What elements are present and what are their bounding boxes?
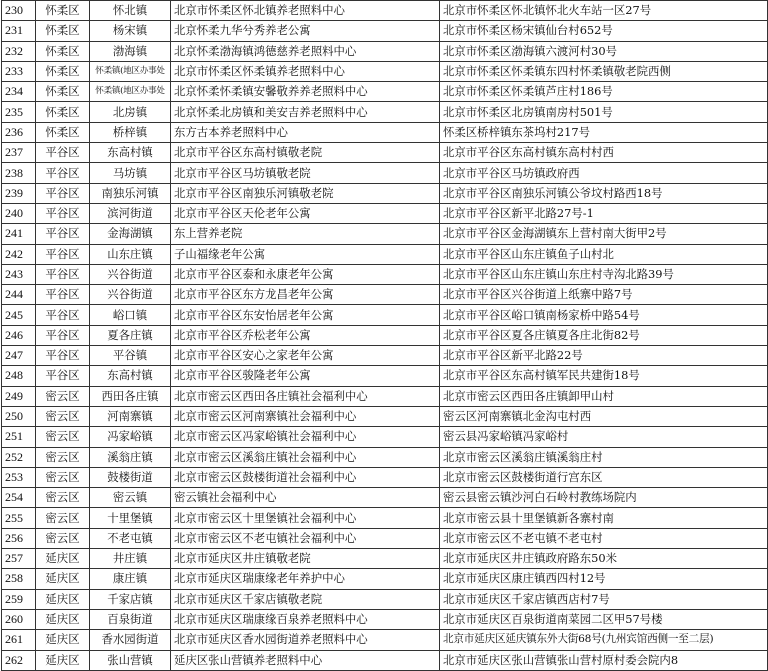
district-cell: 平谷区: [36, 183, 90, 203]
row-number: 241: [2, 224, 36, 244]
district-cell: 延庆区: [36, 569, 90, 589]
row-number: 258: [2, 569, 36, 589]
town-cell: 平谷镇: [90, 346, 171, 366]
institution-name-cell: 北京怀柔怀柔镇安馨敬养养老照料中心: [171, 82, 440, 102]
institution-name-cell: 北京市延庆区瑞康缘百泉养老照料中心: [171, 609, 440, 629]
district-cell: 怀柔区: [36, 1, 90, 21]
district-cell: 怀柔区: [36, 82, 90, 102]
address-cell: 北京市平谷区东高村镇军民共建街18号: [440, 366, 768, 386]
row-number: 247: [2, 346, 36, 366]
row-number: 242: [2, 244, 36, 264]
table-body: [2, 1, 768, 671]
institution-name-cell: 北京市平谷区东安怡居老年公寓: [171, 305, 440, 325]
district-cell: 密云区: [36, 386, 90, 406]
district-cell: 怀柔区: [36, 61, 90, 81]
institution-name-cell: 北京市密云区河南寨镇社会福利中心: [171, 406, 440, 426]
town-cell: 西田各庄镇: [90, 386, 171, 406]
institution-name-cell: 北京市密云区西田各庄镇社会福利中心: [171, 386, 440, 406]
table-row: [2, 406, 768, 426]
district-cell: 平谷区: [36, 366, 90, 386]
town-cell: 怀柔镇(地区办事处: [90, 61, 171, 81]
district-cell: 密云区: [36, 447, 90, 467]
row-number: 246: [2, 325, 36, 345]
institution-name-cell: 北京市平谷区骏隆老年公寓: [171, 366, 440, 386]
institution-name-cell: 北京市延庆区瑞康缘老年养护中心: [171, 569, 440, 589]
table-row: [2, 630, 768, 650]
table-row: [2, 102, 768, 122]
table-row: [2, 264, 768, 284]
row-number: 244: [2, 285, 36, 305]
town-cell: 桥梓镇: [90, 122, 171, 142]
table-row: [2, 1, 768, 21]
nursing-home-table: [1, 0, 768, 671]
district-cell: 平谷区: [36, 285, 90, 305]
table-row: [2, 41, 768, 61]
address-cell: 北京市密云县十里堡镇新各寨村南: [440, 508, 768, 528]
town-cell: 不老屯镇: [90, 528, 171, 548]
institution-name-cell: 东方古本养老照料中心: [171, 122, 440, 142]
institution-name-cell: 北京市密云区十里堡镇社会福利中心: [171, 508, 440, 528]
address-cell: 北京市延庆区百泉街道南菜园二区甲57号楼: [440, 609, 768, 629]
district-cell: 平谷区: [36, 305, 90, 325]
town-cell: 南独乐河镇: [90, 183, 171, 203]
row-number: 249: [2, 386, 36, 406]
town-cell: 密云镇: [90, 488, 171, 508]
institution-name-cell: 子山福缘老年公寓: [171, 244, 440, 264]
town-cell: 香水园街道: [90, 630, 171, 650]
table-row: [2, 346, 768, 366]
row-number: 234: [2, 82, 36, 102]
table-row: [2, 366, 768, 386]
address-cell: 北京市怀柔区怀柔镇东四村怀柔镇敬老院西侧: [440, 61, 768, 81]
row-number: 260: [2, 609, 36, 629]
district-cell: 延庆区: [36, 609, 90, 629]
table-row: [2, 427, 768, 447]
district-cell: 平谷区: [36, 264, 90, 284]
town-cell: 马坊镇: [90, 163, 171, 183]
town-cell: 北房镇: [90, 102, 171, 122]
table-row: [2, 203, 768, 223]
district-cell: 平谷区: [36, 203, 90, 223]
address-cell: 北京市平谷区新平北路27号-1: [440, 203, 768, 223]
district-cell: 密云区: [36, 427, 90, 447]
row-number: 257: [2, 549, 36, 569]
address-cell: 北京市延庆区延庆镇东外大街68号(九州宾馆西侧一至二层): [440, 630, 768, 650]
district-cell: 延庆区: [36, 650, 90, 670]
town-cell: 井庄镇: [90, 549, 171, 569]
address-cell: 北京市平谷区峪口镇南杨家桥中路54号: [440, 305, 768, 325]
institution-name-cell: 北京市平谷区南独乐河镇敬老院: [171, 183, 440, 203]
town-cell: 滨河街道: [90, 203, 171, 223]
town-cell: 怀柔镇(地区办事处: [90, 82, 171, 102]
district-cell: 延庆区: [36, 589, 90, 609]
district-cell: 密云区: [36, 508, 90, 528]
institution-name-cell: 东上营养老院: [171, 224, 440, 244]
institution-name-cell: 北京市密云区冯家峪镇社会福利中心: [171, 427, 440, 447]
district-cell: 怀柔区: [36, 41, 90, 61]
address-cell: 北京市平谷区马坊镇政府西: [440, 163, 768, 183]
town-cell: 十里堡镇: [90, 508, 171, 528]
town-cell: 东高村镇: [90, 143, 171, 163]
address-cell: 北京市平谷区东高村镇东高村村西: [440, 143, 768, 163]
institution-name-cell: 北京市平谷区泰和永康老年公寓: [171, 264, 440, 284]
table-row: [2, 569, 768, 589]
town-cell: 兴谷街道: [90, 264, 171, 284]
town-cell: 峪口镇: [90, 305, 171, 325]
table-row: [2, 21, 768, 41]
district-cell: 怀柔区: [36, 122, 90, 142]
table-row: [2, 447, 768, 467]
address-cell: 密云县冯家峪镇冯家峪村: [440, 427, 768, 447]
institution-name-cell: 北京怀柔渤海镇鸿德慈养老照料中心: [171, 41, 440, 61]
table-row: [2, 609, 768, 629]
table-row: [2, 285, 768, 305]
address-cell: 北京市延庆区康庄镇西四村12号: [440, 569, 768, 589]
row-number: 245: [2, 305, 36, 325]
address-cell: 北京市延庆区千家店镇西店村7号: [440, 589, 768, 609]
address-cell: 怀柔区桥梓镇东茶坞村217号: [440, 122, 768, 142]
table-row: [2, 244, 768, 264]
district-cell: 平谷区: [36, 325, 90, 345]
institution-name-cell: 北京市平谷区东方龙昌老年公寓: [171, 285, 440, 305]
town-cell: 夏各庄镇: [90, 325, 171, 345]
row-number: 261: [2, 630, 36, 650]
town-cell: 山东庄镇: [90, 244, 171, 264]
address-cell: 北京市延庆区井庄镇政府路东50米: [440, 549, 768, 569]
institution-name-cell: 北京市平谷区天伦老年公寓: [171, 203, 440, 223]
row-number: 256: [2, 528, 36, 548]
town-cell: 渤海镇: [90, 41, 171, 61]
address-cell: 北京市怀柔区渤海镇六渡河村30号: [440, 41, 768, 61]
address-cell: 北京市密云区西田各庄镇卸甲山村: [440, 386, 768, 406]
address-cell: 北京市密云区鼓楼街道行宫东区: [440, 467, 768, 487]
address-cell: 密云县密云镇沙河白石岭村教练场院内: [440, 488, 768, 508]
district-cell: 平谷区: [36, 346, 90, 366]
institution-name-cell: 北京市延庆区香水园街道养老照料中心: [171, 630, 440, 650]
institution-name-cell: 北京市密云区溪翁庄镇社会福利中心: [171, 447, 440, 467]
institution-name-cell: 北京怀柔九华兮秀养老公寓: [171, 21, 440, 41]
district-cell: 平谷区: [36, 244, 90, 264]
address-cell: 北京市平谷区新平北路22号: [440, 346, 768, 366]
table-row: [2, 143, 768, 163]
address-cell: 北京市怀柔区杨宋镇仙台村652号: [440, 21, 768, 41]
district-cell: 密云区: [36, 488, 90, 508]
table-row: [2, 122, 768, 142]
district-cell: 密云区: [36, 528, 90, 548]
town-cell: 兴谷街道: [90, 285, 171, 305]
institution-name-cell: 北京市延庆区千家店镇敬老院: [171, 589, 440, 609]
address-cell: 北京市平谷区山东庄镇山东庄村寺沟北路39号: [440, 264, 768, 284]
table-row: [2, 549, 768, 569]
row-number: 237: [2, 143, 36, 163]
district-cell: 延庆区: [36, 630, 90, 650]
institution-name-cell: 北京市密云区鼓楼街道社会福利中心: [171, 467, 440, 487]
table-row: [2, 528, 768, 548]
town-cell: 河南寨镇: [90, 406, 171, 426]
row-number: 233: [2, 61, 36, 81]
district-cell: 平谷区: [36, 163, 90, 183]
table-row: [2, 163, 768, 183]
address-cell: 北京市平谷区兴谷街道上纸寨中路7号: [440, 285, 768, 305]
address-cell: 北京市怀柔区北房镇南房村501号: [440, 102, 768, 122]
table-row: [2, 508, 768, 528]
table-row: [2, 305, 768, 325]
table-row: [2, 183, 768, 203]
table-row: [2, 82, 768, 102]
row-number: 238: [2, 163, 36, 183]
district-cell: 怀柔区: [36, 21, 90, 41]
row-number: 230: [2, 1, 36, 21]
town-cell: 东高村镇: [90, 366, 171, 386]
row-number: 231: [2, 21, 36, 41]
table-row: [2, 61, 768, 81]
row-number: 262: [2, 650, 36, 670]
town-cell: 康庄镇: [90, 569, 171, 589]
table-row: [2, 589, 768, 609]
town-cell: 千家店镇: [90, 589, 171, 609]
institution-name-cell: 北京市平谷区乔松老年公寓: [171, 325, 440, 345]
row-number: 240: [2, 203, 36, 223]
address-cell: 北京市平谷区南独乐河镇公爷坟村路西18号: [440, 183, 768, 203]
town-cell: 金海湖镇: [90, 224, 171, 244]
row-number: 232: [2, 41, 36, 61]
institution-name-cell: 北京市怀柔区怀柔镇养老照料中心: [171, 61, 440, 81]
town-cell: 杨宋镇: [90, 21, 171, 41]
district-cell: 怀柔区: [36, 102, 90, 122]
institution-name-cell: 延庆区张山营镇养老照料中心: [171, 650, 440, 670]
address-cell: 北京市密云区不老屯镇不老屯村: [440, 528, 768, 548]
row-number: 243: [2, 264, 36, 284]
address-cell: 密云区河南寨镇北金沟屯村西: [440, 406, 768, 426]
address-cell: 北京市延庆区张山营镇张山营村原村委会院内8: [440, 650, 768, 670]
table-row: [2, 386, 768, 406]
town-cell: 张山营镇: [90, 650, 171, 670]
institution-name-cell: 北京市延庆区井庄镇敬老院: [171, 549, 440, 569]
district-cell: 平谷区: [36, 143, 90, 163]
town-cell: 鼓楼街道: [90, 467, 171, 487]
address-cell: 北京市怀柔区怀北镇怀北火车站一区27号: [440, 1, 768, 21]
table-row: [2, 488, 768, 508]
row-number: 236: [2, 122, 36, 142]
address-cell: 北京市平谷区金海湖镇东上营村南大街甲2号: [440, 224, 768, 244]
district-cell: 密云区: [36, 406, 90, 426]
row-number: 251: [2, 427, 36, 447]
row-number: 235: [2, 102, 36, 122]
row-number: 254: [2, 488, 36, 508]
institution-name-cell: 北京市密云区不老屯镇社会福利中心: [171, 528, 440, 548]
town-cell: 溪翁庄镇: [90, 447, 171, 467]
institution-name-cell: 北京市怀柔区怀北镇养老照料中心: [171, 1, 440, 21]
row-number: 250: [2, 406, 36, 426]
row-number: 253: [2, 467, 36, 487]
institution-name-cell: 北京市平谷区东高村镇敬老院: [171, 143, 440, 163]
town-cell: 怀北镇: [90, 1, 171, 21]
table-row: [2, 650, 768, 670]
institution-name-cell: 北京市平谷区马坊镇敬老院: [171, 163, 440, 183]
district-cell: 平谷区: [36, 224, 90, 244]
town-cell: 冯家峪镇: [90, 427, 171, 447]
row-number: 255: [2, 508, 36, 528]
address-cell: 北京市平谷区山东庄镇鱼子山村北: [440, 244, 768, 264]
table-row: [2, 467, 768, 487]
address-cell: 北京市密云区溪翁庄镇溪翁庄村: [440, 447, 768, 467]
address-cell: 北京市怀柔区怀柔镇芦庄村186号: [440, 82, 768, 102]
institution-name-cell: 密云镇社会福利中心: [171, 488, 440, 508]
row-number: 252: [2, 447, 36, 467]
table-row: [2, 224, 768, 244]
table-row: [2, 325, 768, 345]
row-number: 239: [2, 183, 36, 203]
institution-name-cell: 北京市平谷区安心之家老年公寓: [171, 346, 440, 366]
row-number: 259: [2, 589, 36, 609]
row-number: 248: [2, 366, 36, 386]
district-cell: 密云区: [36, 467, 90, 487]
address-cell: 北京市平谷区夏各庄镇夏各庄北街82号: [440, 325, 768, 345]
town-cell: 百泉街道: [90, 609, 171, 629]
district-cell: 延庆区: [36, 549, 90, 569]
institution-name-cell: 北京怀柔北房镇和美安吉养老照料中心: [171, 102, 440, 122]
